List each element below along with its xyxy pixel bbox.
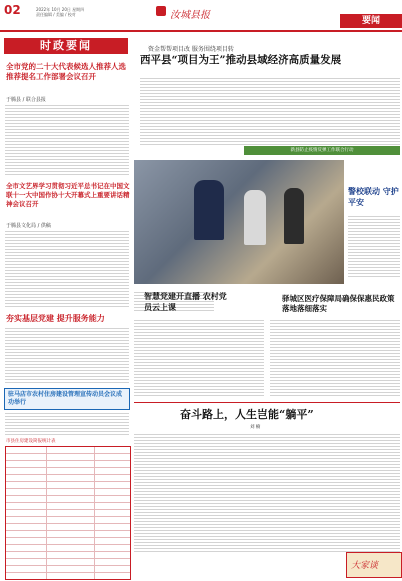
article2-title: 全市文艺界学习贯彻习近平总书记在中国文联十一大中国作协十大开幕式上重要讲话精神会议召开	[6, 182, 130, 208]
table-divider	[94, 447, 95, 579]
editor-text: 责任编辑 / 美编 / 校对	[36, 12, 76, 17]
issue-date	[36, 7, 84, 17]
article1-body	[5, 103, 129, 177]
blue-notice-title: 驻马店市农村住房建设管理宣传动员会议成功举行	[8, 391, 123, 406]
section-label: 要闻	[340, 14, 402, 28]
column-stamp	[346, 552, 402, 578]
police-school-photo	[134, 160, 344, 284]
officer-figure	[194, 180, 224, 240]
bottom-body	[134, 432, 400, 552]
article4-body	[134, 318, 264, 398]
photo-caption	[348, 214, 400, 278]
banner-text: 时政要闻	[40, 39, 92, 52]
stats-table	[5, 446, 131, 580]
date-text: 2022年 10月 20日 星期四	[36, 7, 85, 12]
article4-title: 智慧党建开直播 农村党员云上课	[144, 291, 227, 312]
article2-body	[5, 229, 129, 307]
green-banner: 新县防止疫情反弹工作联合行动	[244, 146, 400, 155]
article3-body	[5, 326, 129, 384]
table-divider	[46, 447, 47, 579]
student-figure	[284, 188, 304, 244]
student-figure	[244, 190, 266, 245]
newspaper-logo-icon	[156, 6, 166, 16]
article5-title: 驿城区医疗保障局确保保惠民政策落地落细落实	[282, 294, 395, 313]
main-headline: 西平县“项目为王”推动县域经济高质量发展	[140, 54, 342, 66]
photo-sign: 警校联动 守护平安	[348, 186, 399, 207]
blue-notice	[4, 388, 130, 410]
table-title: 市县住房建设简报统计表	[6, 439, 56, 444]
article1-title: 全市党的二十大代表候选人推荐人选推荐提名工作部署会议召开	[6, 62, 126, 81]
newspaper-logo: 汝城县报	[170, 10, 210, 21]
stamp-text: 大家谈	[351, 561, 379, 571]
bottom-title: 奋斗路上，人生岂能“躺平”	[180, 408, 314, 421]
section-banner	[4, 38, 128, 54]
bottom-byline: 刘 楠	[250, 425, 261, 430]
divider	[134, 402, 400, 403]
blue-notice-body	[5, 411, 129, 435]
main-kicker: 资金帮帮项目改 服务围绕项目转	[148, 46, 234, 53]
main-article-body	[140, 76, 400, 146]
page-number: 02	[4, 3, 21, 17]
article5-body	[270, 318, 400, 398]
article2-byline: 于腾县文化局 / 供稿	[6, 223, 51, 229]
article3-title: 夯实基层党建 提升服务能力	[6, 313, 105, 323]
article1-byline: 于腾县 / 联合县报	[6, 97, 46, 103]
masthead	[0, 0, 402, 32]
